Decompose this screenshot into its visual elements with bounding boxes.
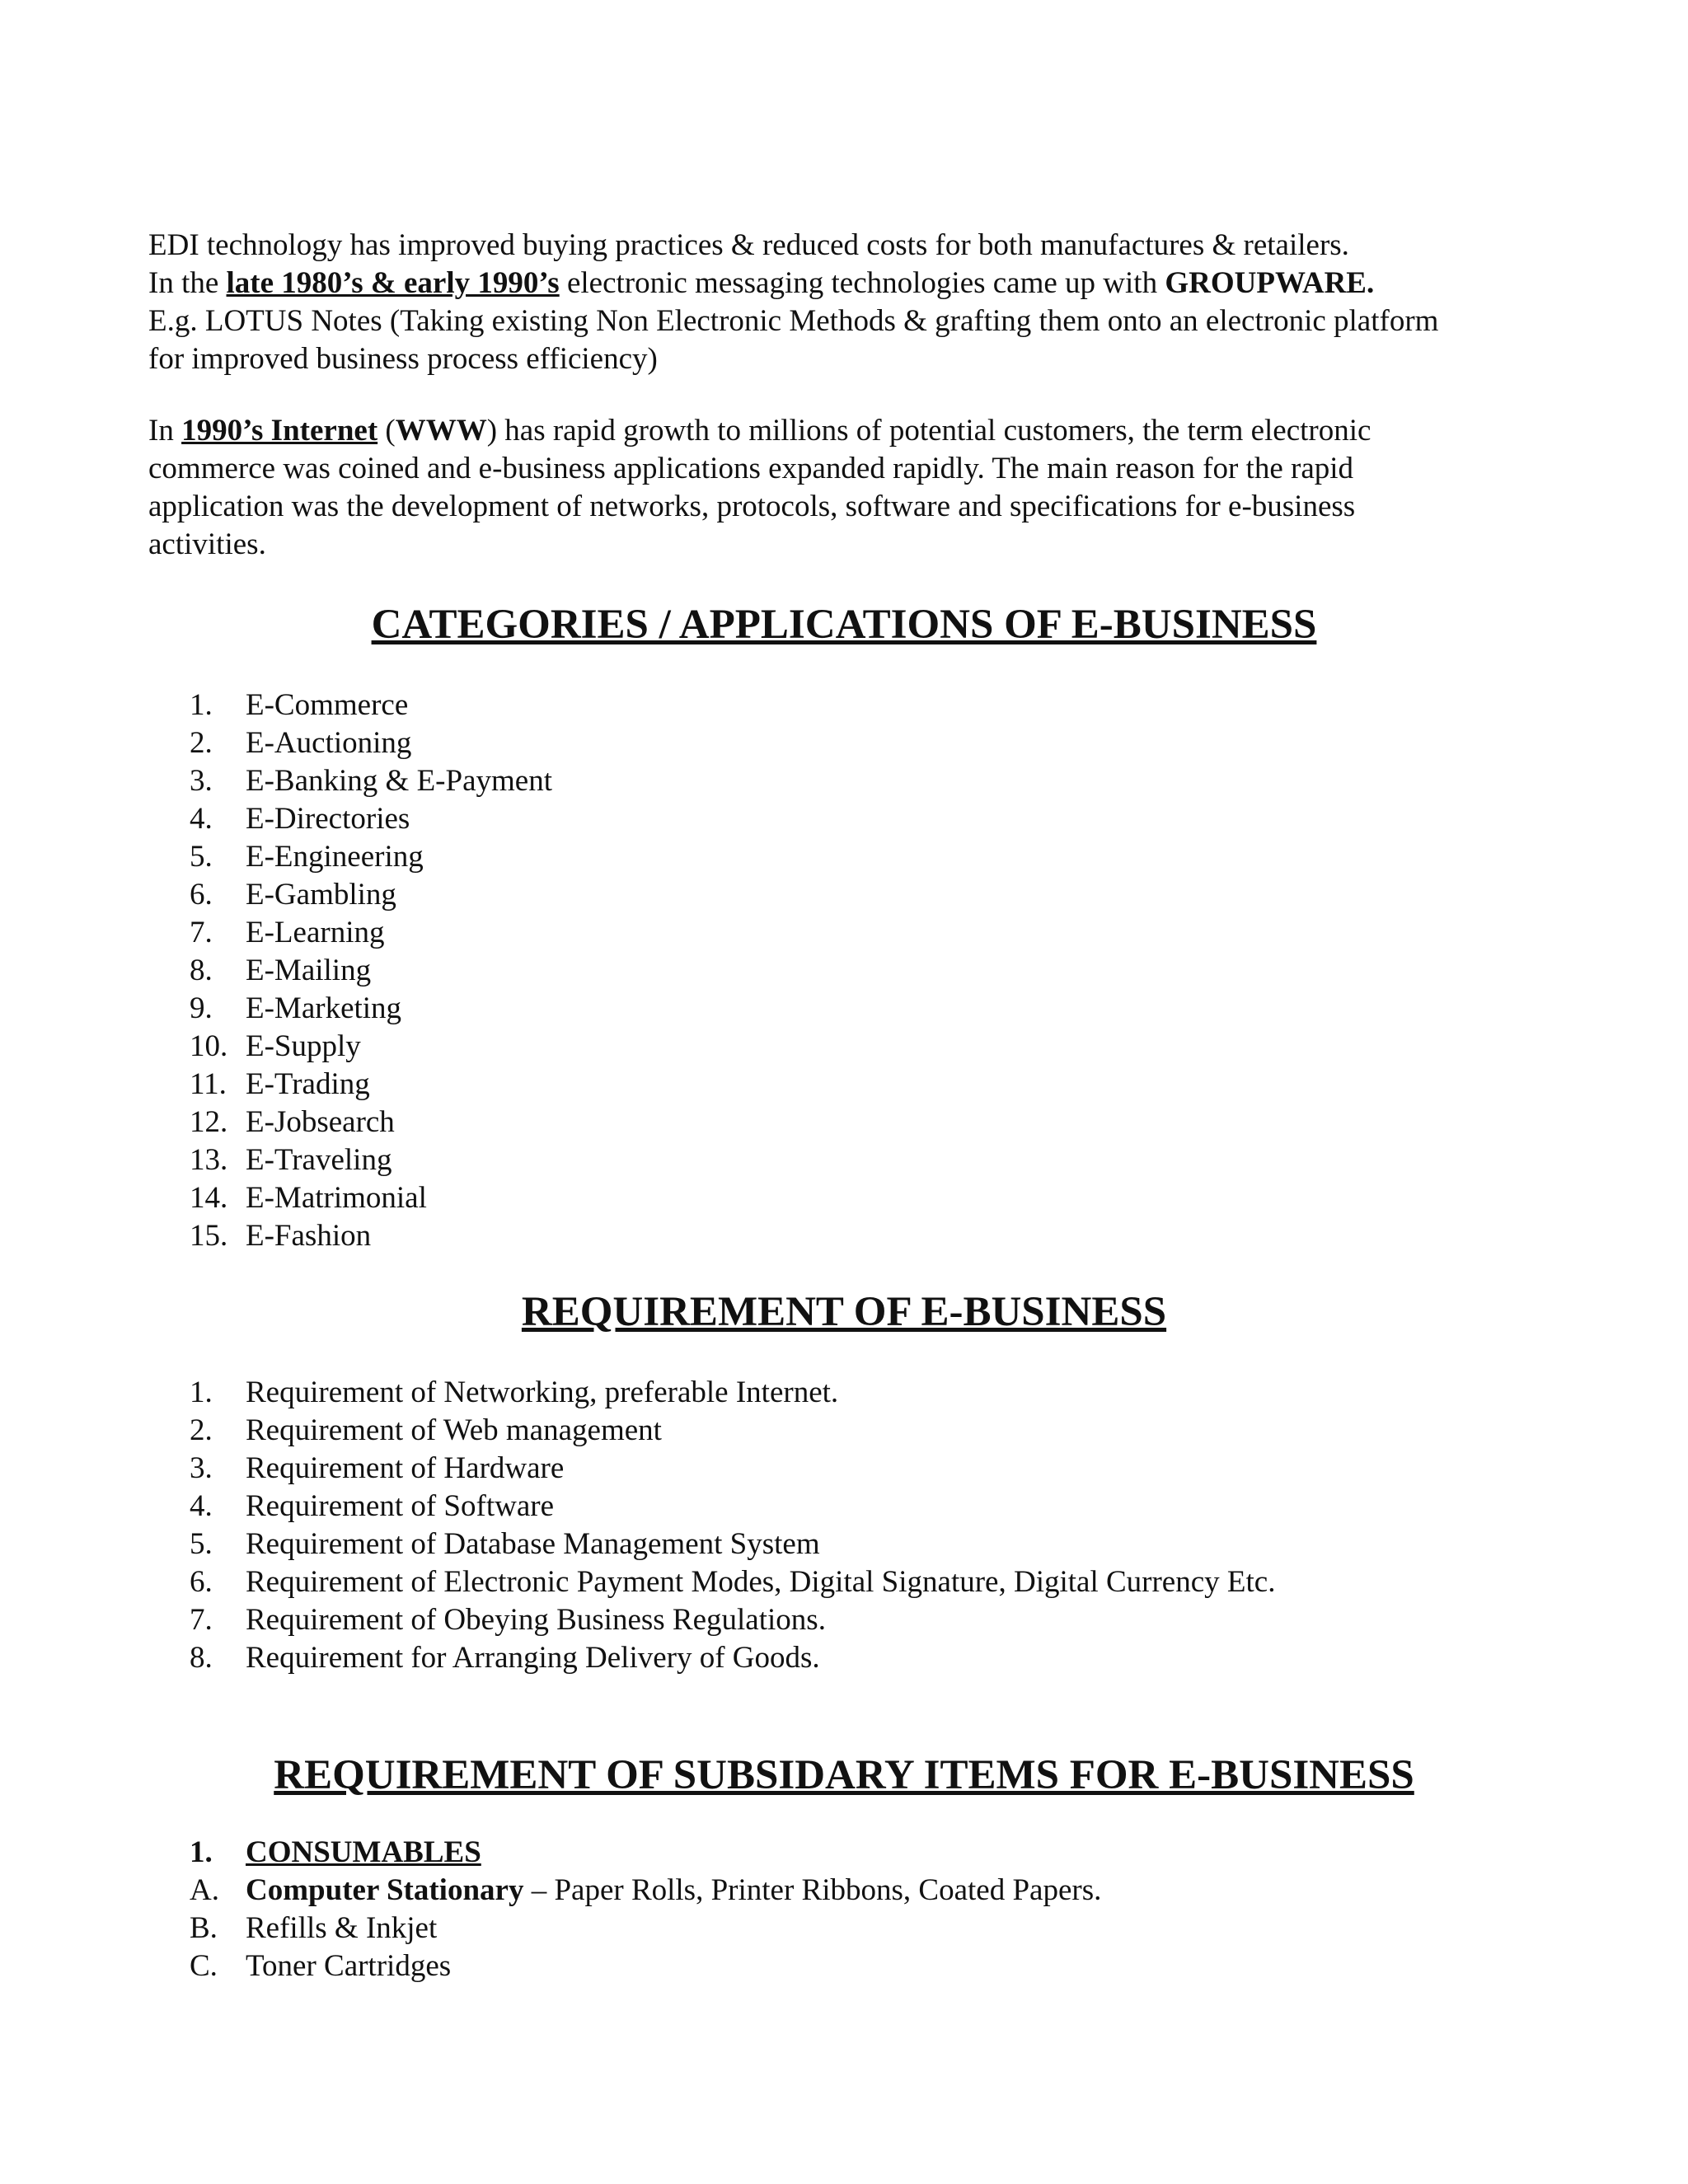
list-item-number: 4. [190,802,213,836]
subsidiary-list [190,1834,1101,1985]
list-item [190,1488,1275,1526]
list-item-number: 6. [190,1565,213,1599]
requirements-heading: REQUIREMENT OF E-BUSINESS [521,1289,1167,1335]
list-item [190,800,552,838]
list-item-number: 12. [190,1105,228,1139]
list-item-body: Requirement of Hardware [246,1451,565,1485]
list-item [190,952,552,990]
list-item-text [246,990,401,1028]
list-item-text [246,1601,826,1639]
list-item [190,990,552,1028]
internet-line-3: application was the development of networks, protocols, software and specifications for e-business [148,490,1356,523]
list-item-text [246,724,411,762]
list-item-text [246,1066,370,1104]
list-item-text [246,1526,820,1563]
list-item-body: E-Matrimonial [246,1181,427,1215]
list-item-text [246,687,408,724]
list-item-text [246,1910,437,1947]
list-item-text [246,914,384,952]
section-title: CONSUMABLES [246,1835,481,1869]
intro-line-2-mid: electronic messaging technologies came up with [559,266,1165,300]
internet-paragraph [148,412,1566,564]
internet-emphasis: 1990’s Internet [181,414,378,448]
section-number: 1. [190,1835,213,1869]
list-item-text [246,1639,820,1677]
list-item-body: E-Engineering [246,840,424,874]
list-item-text [246,762,552,800]
list-item-text [246,838,424,876]
list-item-body: E-Trading [246,1067,370,1101]
list-item-text [246,1563,1275,1601]
list-item [190,1563,1275,1601]
list-item-body: Toner Cartridges [246,1949,452,1983]
list-item-text [246,1179,427,1217]
consumables-section-title [190,1834,1101,1872]
list-item-number: 6. [190,878,213,912]
list-item-number: 8. [190,954,213,987]
internet-line-4: activities. [148,527,266,561]
list-item-number: 10. [190,1029,228,1063]
list-item [190,1947,1101,1985]
list-item-text [246,1141,392,1179]
list-item-body: – Paper Rolls, Printer Ribbons, Coated Papers. [523,1873,1102,1907]
list-item-text [246,1028,361,1066]
list-item-number: 15. [190,1219,228,1253]
list-item-number: 3. [190,1451,213,1485]
list-item-text [246,1488,554,1526]
intro-line-2 [148,265,1566,302]
list-item-text [246,1450,564,1488]
list-item-text [246,1872,1101,1910]
www-term: WWW [395,414,487,448]
list-item [190,762,552,800]
list-item-text [246,1412,662,1450]
list-item [190,1412,1275,1450]
list-item-number: 1. [190,688,213,722]
list-item [190,1028,552,1066]
list-item [190,1104,552,1141]
subsidiary-heading: REQUIREMENT OF SUBSIDARY ITEMS FOR E-BUSINESS [274,1752,1414,1798]
list-item [190,1179,552,1217]
list-item-text [246,1374,838,1412]
list-item-number: 5. [190,840,213,874]
list-item-body: E-Mailing [246,954,372,987]
list-item-body: Requirement of Obeying Business Regulations. [246,1603,826,1637]
list-item-number: 11. [190,1067,227,1101]
internet-line-1-pre: In [148,414,182,448]
internet-line-1 [148,412,1566,450]
list-item [190,1872,1101,1910]
list-item [190,914,552,952]
list-item [190,876,552,914]
list-item-number: 13. [190,1143,228,1177]
list-item-number: 8. [190,1641,213,1675]
list-item [190,1639,1275,1677]
list-item-number: 7. [190,1603,213,1637]
list-item-number: C. [190,1949,218,1983]
list-item-body: Requirement of Web management [246,1413,662,1447]
list-item-text [246,1104,395,1141]
list-item-number: 9. [190,991,213,1025]
list-item-body: Requirement of Networking, preferable Internet. [246,1376,839,1409]
list-item [190,1217,552,1255]
list-item-number: 2. [190,1413,213,1447]
list-item-body: E-Banking & E-Payment [246,764,552,798]
list-item-number: 5. [190,1527,213,1561]
list-item-bold-term: Computer Stationary [246,1873,524,1907]
list-item-body: E-Supply [246,1029,361,1063]
list-item-text [246,1947,451,1985]
intro-line-1: EDI technology has improved buying practices & reduced costs for both manufactures & retailers. [148,228,1349,262]
intro-paragraph [148,227,1566,378]
list-item-body: E-Learning [246,916,385,949]
list-item-text [246,1217,371,1255]
list-item [190,838,552,876]
list-item-body: E-Jobsearch [246,1105,395,1139]
list-item [190,1374,1275,1412]
list-item-number: 1. [190,1376,213,1409]
list-item [190,687,552,724]
intro-line-2-pre: In the [148,266,227,300]
list-item-number: 2. [190,726,213,760]
internet-open-paren: ( [377,414,396,448]
list-item [190,1066,552,1104]
intro-line-4: for improved business process efficiency) [148,342,658,376]
list-item [190,1141,552,1179]
internet-line-1-rest: ) has rapid growth to millions of potential customers, the term electronic [486,414,1372,448]
groupware-term: GROUPWARE. [1165,266,1375,300]
list-item-body: E-Auctioning [246,726,412,760]
list-item-number: 7. [190,916,213,949]
requirements-list [190,1374,1275,1677]
list-item-body: E-Gambling [246,878,396,912]
list-item-text [246,952,371,990]
categories-heading: CATEGORIES / APPLICATIONS OF E-BUSINESS [371,602,1317,648]
intro-line-3: E.g. LOTUS Notes (Taking existing Non Electronic Methods & grafting them onto an electronic platform [148,304,1439,338]
list-item-body: E-Fashion [246,1219,372,1253]
list-item-number: 4. [190,1489,213,1523]
list-item-body: Requirement of Database Management System [246,1527,820,1561]
categories-list [190,687,552,1255]
list-item-body: Requirement of Electronic Payment Modes, Digital Signature, Digital Currency Etc. [246,1565,1276,1599]
list-item-body: E-Marketing [246,991,402,1025]
list-item-body: Refills & Inkjet [246,1911,438,1945]
list-item [190,1526,1275,1563]
list-item [190,1910,1101,1947]
list-item-number: B. [190,1911,218,1945]
list-item-body: Requirement for Arranging Delivery of Goods. [246,1641,820,1675]
list-item-number: 14. [190,1181,228,1215]
internet-line-2: commerce was coined and e-business applications expanded rapidly. The main reason for the rapid [148,452,1354,485]
list-item-body: Requirement of Software [246,1489,554,1523]
list-item [190,724,552,762]
list-item-text [246,876,396,914]
list-item-body: E-Commerce [246,688,409,722]
list-item-number: A. [190,1873,219,1907]
list-item-body: E-Traveling [246,1143,392,1177]
list-item-text [246,800,410,838]
list-item [190,1601,1275,1639]
list-item-number: 3. [190,764,213,798]
list-item [190,1450,1275,1488]
intro-period-emphasis: late 1980’s & early 1990’s [226,266,560,300]
list-item-body: E-Directories [246,802,410,836]
